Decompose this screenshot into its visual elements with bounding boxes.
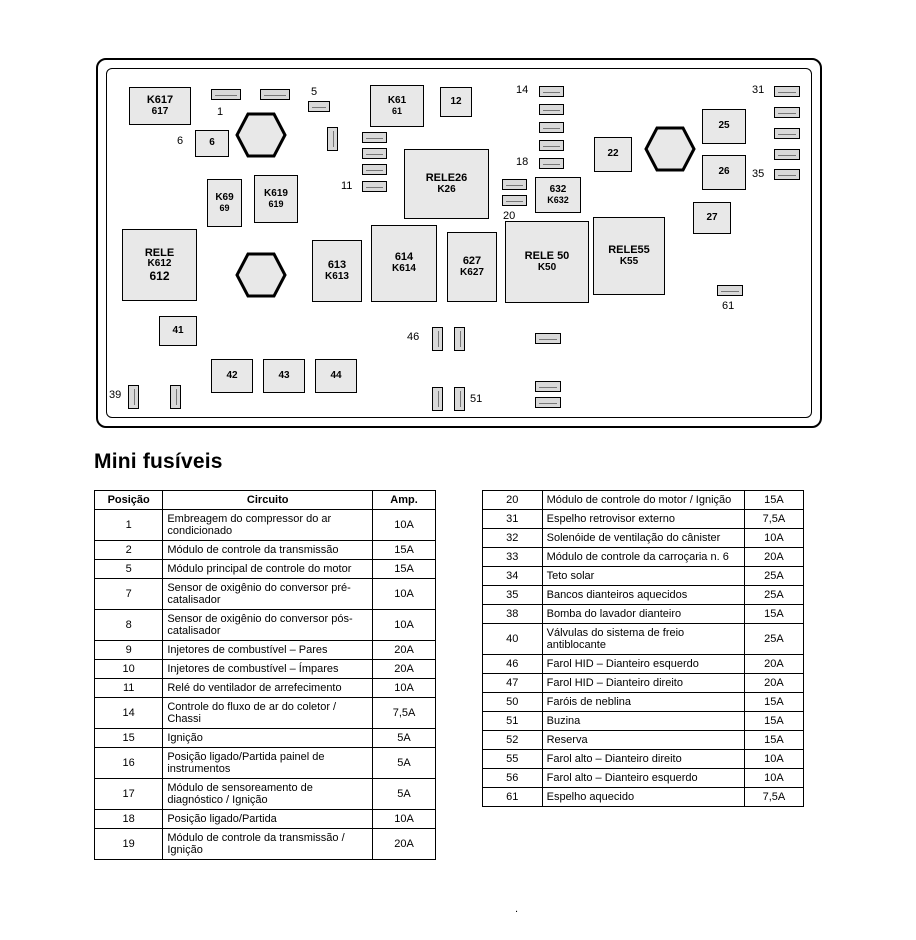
relay-block-rele55: RELE55 K55 [593, 217, 665, 295]
cell-posicao: 11 [95, 679, 163, 698]
cell-posicao: 46 [483, 655, 543, 674]
mini-fuse-32 [774, 107, 800, 118]
table-left-body [95, 510, 436, 860]
cell-amp: 15A [744, 491, 803, 510]
relay-block-k619: K619 619 [254, 175, 298, 223]
cell-amp: 10A [744, 529, 803, 548]
table-row [483, 788, 804, 807]
relay-block-k22: 22 [594, 137, 632, 172]
cell-posicao: 38 [483, 605, 543, 624]
mini-fuse-8 [362, 132, 387, 143]
mini-fuse-56 [535, 397, 561, 408]
table-row [95, 579, 436, 610]
table-row [95, 698, 436, 729]
diagram-label-1: 1 [217, 106, 224, 118]
diagram-label-14: 14 [516, 84, 529, 96]
table-row [483, 529, 804, 548]
cell-circuito: Farol HID – Dianteiro esquerdo [542, 655, 744, 674]
table-row [95, 748, 436, 779]
table-row [95, 541, 436, 560]
cell-circuito: Módulo principal de controle do motor [163, 560, 373, 579]
vertical-fuse-38 [128, 385, 139, 409]
table-row [95, 829, 436, 860]
cell-circuito: Válvulas do sistema de freio antiblocante [542, 624, 744, 655]
relay-block-k25: 25 [702, 109, 746, 144]
cell-circuito: Farol HID – Dianteiro direito [542, 674, 744, 693]
mini-fuse-17 [539, 140, 564, 151]
mini-fuse-18 [539, 158, 564, 169]
mini-fuse-1 [211, 89, 241, 100]
relay-block-k44: 44 [315, 359, 357, 393]
cell-circuito: Farol alto – Dianteiro esquerdo [542, 769, 744, 788]
fuse-box-inner-border [106, 68, 812, 418]
table-row [95, 610, 436, 641]
cell-posicao: 18 [95, 810, 163, 829]
vertical-fuse-47 [454, 327, 465, 351]
diagram-label-18: 18 [516, 156, 529, 168]
cell-posicao: 61 [483, 788, 543, 807]
cell-amp: 5A [373, 779, 436, 810]
mini-fuse-10 [362, 164, 387, 175]
cell-posicao: 32 [483, 529, 543, 548]
cell-circuito: Buzina [542, 712, 744, 731]
hex-connector-lower-left [235, 251, 287, 299]
relay-block-k6: 6 [195, 130, 229, 157]
relay-block-rele612: RELE K612 612 [122, 229, 197, 301]
table-row [95, 810, 436, 829]
diagram-label-46: 46 [407, 331, 420, 343]
diagram-label-61: 61 [722, 300, 735, 312]
header-amp: Amp. [373, 491, 436, 510]
cell-posicao: 19 [95, 829, 163, 860]
relay-block-k27: 27 [693, 202, 731, 234]
diagram-label-11: 11 [341, 180, 353, 192]
cell-circuito: Bancos dianteiros aquecidos [542, 586, 744, 605]
table-header-row [95, 491, 436, 510]
vertical-fuse-50 [432, 387, 443, 411]
header-posicao: Posição [95, 491, 163, 510]
table-row [483, 712, 804, 731]
relay-block-k69: K69 69 [207, 179, 242, 227]
cell-amp: 7,5A [373, 698, 436, 729]
cell-amp: 10A [373, 510, 436, 541]
hex-connector-left [235, 111, 287, 159]
relay-block-k42: 42 [211, 359, 253, 393]
cell-amp: 20A [373, 641, 436, 660]
cell-amp: 20A [373, 829, 436, 860]
mini-fuse-61 [717, 285, 743, 296]
cell-posicao: 7 [95, 579, 163, 610]
relay-block-rele26: RELE26 K26 [404, 149, 489, 219]
diagram-label-35: 35 [752, 168, 765, 180]
mini-fuse-table-left [94, 490, 436, 860]
cell-circuito: Faróis de neblina [542, 693, 744, 712]
cell-circuito: Relé do ventilador de arrefecimento [163, 679, 373, 698]
hex-connector-right [644, 125, 696, 173]
mini-fuse-11 [362, 181, 387, 192]
diagram-label-5: 5 [311, 86, 318, 98]
mini-fuse-table-right [482, 490, 804, 807]
cell-posicao: 15 [95, 729, 163, 748]
cell-posicao: 51 [483, 712, 543, 731]
cell-circuito: Espelho retrovisor externo [542, 510, 744, 529]
table-row [483, 731, 804, 750]
table-row [483, 491, 804, 510]
cell-posicao: 20 [483, 491, 543, 510]
cell-amp: 15A [373, 541, 436, 560]
table-row [483, 750, 804, 769]
relay-block-k632: 632 K632 [535, 177, 581, 213]
diagram-label-39: 39 [109, 389, 122, 401]
cell-posicao: 5 [95, 560, 163, 579]
table-row [95, 679, 436, 698]
cell-posicao: 1 [95, 510, 163, 541]
cell-amp: 5A [373, 729, 436, 748]
header-circuito: Circuito [163, 491, 373, 510]
vertical-fuse-46 [432, 327, 443, 351]
relay-block-k614: 614 K614 [371, 225, 437, 302]
mini-fuse-9 [362, 148, 387, 159]
cell-circuito: Embreagem do compressor do ar condicionado [163, 510, 373, 541]
cell-amp: 20A [373, 660, 436, 679]
cell-circuito: Controle do fluxo de ar do coletor / Chassi [163, 698, 373, 729]
cell-posicao: 31 [483, 510, 543, 529]
cell-amp: 10A [373, 610, 436, 641]
cell-circuito: Módulo de controle do motor / Ignição [542, 491, 744, 510]
diagram-label-20: 20 [503, 210, 516, 222]
fuse-box-diagram [96, 58, 822, 428]
cell-posicao: 10 [95, 660, 163, 679]
cell-circuito: Módulo de controle da carroçaria n. 6 [542, 548, 744, 567]
table-row [483, 510, 804, 529]
cell-posicao: 33 [483, 548, 543, 567]
cell-amp: 15A [744, 731, 803, 750]
relay-block-k26: 26 [702, 155, 746, 190]
table-row [483, 605, 804, 624]
table-row [95, 560, 436, 579]
table-row [95, 779, 436, 810]
table-row [483, 693, 804, 712]
page-title: Mini fusíveis [94, 450, 223, 473]
mini-fuse-52 [535, 333, 561, 344]
cell-posicao: 47 [483, 674, 543, 693]
cell-amp: 15A [744, 605, 803, 624]
cell-amp: 20A [744, 548, 803, 567]
cell-amp: 25A [744, 624, 803, 655]
cell-posicao: 40 [483, 624, 543, 655]
cell-amp: 25A [744, 567, 803, 586]
relay-block-k617: K617 617 [129, 87, 191, 125]
cell-circuito: Teto solar [542, 567, 744, 586]
mini-fuse-5 [308, 101, 330, 112]
cell-posicao: 8 [95, 610, 163, 641]
cell-posicao: 34 [483, 567, 543, 586]
relay-block-k627: 627 K627 [447, 232, 497, 302]
cell-amp: 10A [744, 769, 803, 788]
mini-fuse-31 [774, 86, 800, 97]
table-row [483, 624, 804, 655]
cell-circuito: Módulo de controle da transmissão [163, 541, 373, 560]
table-row [483, 548, 804, 567]
cell-amp: 25A [744, 586, 803, 605]
cell-amp: 15A [744, 712, 803, 731]
vertical-fuse-40 [170, 385, 181, 409]
cell-circuito: Injetores de combustível – Pares [163, 641, 373, 660]
cell-circuito: Espelho aquecido [542, 788, 744, 807]
mini-fuse-33 [774, 128, 800, 139]
cell-posicao: 17 [95, 779, 163, 810]
relay-block-k41: 41 [159, 316, 197, 346]
cell-circuito: Solenóide de ventilação do cânister [542, 529, 744, 548]
cell-posicao: 55 [483, 750, 543, 769]
relay-block-k613: 613 K613 [312, 240, 362, 302]
cell-amp: 7,5A [744, 788, 803, 807]
cell-circuito: Posição ligado/Partida painel de instrumentos [163, 748, 373, 779]
cell-circuito: Módulo de controle da transmissão / Ignição [163, 829, 373, 860]
mini-fuse-20 [502, 195, 527, 206]
cell-posicao: 52 [483, 731, 543, 750]
table-row [483, 586, 804, 605]
mini-fuse-14 [539, 86, 564, 97]
diagram-label-6: 6 [177, 135, 184, 147]
cell-amp: 20A [744, 655, 803, 674]
mini-fuse-16 [539, 122, 564, 133]
cell-amp: 7,5A [744, 510, 803, 529]
cell-amp: 15A [373, 560, 436, 579]
mini-fuse-34 [774, 149, 800, 160]
table-row [95, 641, 436, 660]
cell-amp: 10A [373, 679, 436, 698]
cell-circuito: Sensor de oxigênio do conversor pós-catalisador [163, 610, 373, 641]
cell-amp: 15A [744, 693, 803, 712]
cell-posicao: 35 [483, 586, 543, 605]
cell-amp: 5A [373, 748, 436, 779]
cell-posicao: 14 [95, 698, 163, 729]
mini-fuse-55 [535, 381, 561, 392]
mini-fuse-35 [774, 169, 800, 180]
relay-block-k43: 43 [263, 359, 305, 393]
cell-circuito: Bomba do lavador dianteiro [542, 605, 744, 624]
diagram-label-31: 31 [752, 84, 765, 96]
cell-amp: 10A [373, 579, 436, 610]
relay-block-k12: 12 [440, 87, 472, 117]
table-row [95, 660, 436, 679]
mini-fuse-15 [539, 104, 564, 115]
table-right-body [483, 491, 804, 807]
cell-circuito: Reserva [542, 731, 744, 750]
cell-circuito: Módulo de sensoreamento de diagnóstico / Ignição [163, 779, 373, 810]
cell-posicao: 56 [483, 769, 543, 788]
cell-amp: 20A [744, 674, 803, 693]
vertical-fuse-7 [327, 127, 338, 151]
cell-circuito: Farol alto – Dianteiro direito [542, 750, 744, 769]
diagram-label-51: 51 [470, 393, 483, 405]
relay-block-k61: K61 61 [370, 85, 424, 127]
cell-posicao: 50 [483, 693, 543, 712]
cell-amp: 10A [744, 750, 803, 769]
table-row [95, 729, 436, 748]
footer-mark: . [515, 903, 519, 915]
cell-circuito: Posição ligado/Partida [163, 810, 373, 829]
table-row [483, 674, 804, 693]
cell-circuito: Sensor de oxigênio do conversor pré-catalisador [163, 579, 373, 610]
cell-amp: 10A [373, 810, 436, 829]
table-row [95, 510, 436, 541]
vertical-fuse-51 [454, 387, 465, 411]
cell-circuito: Injetores de combustível – Ímpares [163, 660, 373, 679]
cell-posicao: 9 [95, 641, 163, 660]
table-row [483, 567, 804, 586]
cell-circuito: Ignição [163, 729, 373, 748]
cell-posicao: 2 [95, 541, 163, 560]
table-row [483, 769, 804, 788]
cell-posicao: 16 [95, 748, 163, 779]
mini-fuse-2 [260, 89, 290, 100]
mini-fuse-19 [502, 179, 527, 190]
relay-block-rele50: RELE 50 K50 [505, 221, 589, 303]
table-row [483, 655, 804, 674]
